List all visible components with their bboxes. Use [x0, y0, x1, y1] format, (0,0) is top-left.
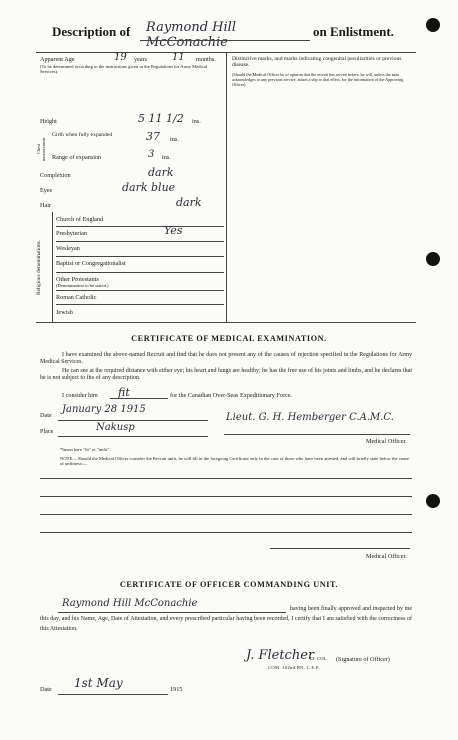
consider-underline	[110, 398, 168, 399]
insert-note: *Insert here "fit" or "unfit".	[60, 447, 111, 452]
commanding-recruit-name: Raymond Hill McConachie	[62, 598, 198, 609]
medical-heading: CERTIFICATE OF MEDICAL EXAMINATION.	[131, 334, 327, 343]
commanding-date-underline	[58, 694, 168, 695]
religion-row-line	[56, 290, 224, 291]
date-value: January 28 1915	[62, 404, 146, 415]
religion-row-line	[56, 226, 224, 227]
commanding-date-value: 1st May	[74, 676, 123, 690]
signature-line	[224, 434, 410, 435]
commanding-date-label: Date	[40, 686, 52, 693]
medical-para-2: He can see at the required distance with either eye; his heart and lungs are healthy; he has the free use of his joints and limbs, and he declares that he is not subject to fits of any description.	[40, 368, 412, 381]
religion-presbyterian-value: Yes	[164, 224, 183, 237]
consider-prefix: I consider him	[62, 392, 98, 399]
religion-row-line	[56, 241, 224, 242]
name-underline	[140, 40, 310, 41]
age-years-unit: years	[134, 56, 148, 63]
date-label: Date	[40, 412, 52, 419]
religion-wesleyan: Wesleyan	[56, 245, 80, 252]
religion-roman-catholic: Roman Catholic	[56, 294, 97, 301]
binder-hole	[426, 18, 440, 32]
range-unit: ins.	[162, 154, 171, 161]
height-label: Height	[40, 118, 57, 125]
religion-row-line	[56, 272, 224, 273]
medical-para-1: I have examined the above-named Recruit and find that he does not present any of the causes of rejection specified in the Regulations for Army Medical Services.	[40, 352, 412, 365]
marks-note: (Should the Medical Officer be of opinion that the recruit has served before, he will, unless the man acknowledges to any previous service, attach a slip to that effect, for the information of the Approving Officer).	[232, 72, 404, 87]
religion-bracket	[52, 212, 53, 322]
cause-line	[40, 478, 412, 479]
recruit-name: Raymond Hill McConachie	[146, 20, 236, 50]
title-prefix: Description of	[52, 24, 131, 39]
commanding-rank-stamp: LT. COL.	[310, 656, 328, 661]
hair-value: dark	[176, 196, 202, 209]
title-suffix: on Enlistment.	[313, 24, 394, 39]
unfit-note: NOTE.—Should the Medical Officer consider the Recruit unfit, he will fill in the foregoing Certificate only in the case of those who have been attested, and will briefly state below the cause of unfitness:—	[60, 456, 409, 467]
girth-unit: ins.	[170, 136, 179, 143]
commanding-officer-signature: J. Fletcher	[246, 648, 315, 663]
height-value: 5 11 1/2	[138, 112, 184, 125]
place-underline	[58, 436, 208, 437]
column-divider	[226, 52, 227, 322]
binder-hole	[426, 252, 440, 266]
cause-line	[40, 496, 412, 497]
place-value: Nakusp	[96, 422, 135, 433]
consider-value: fit	[118, 386, 130, 399]
religion-jewish: Jewish	[56, 309, 73, 316]
cause-line	[40, 514, 412, 515]
age-years-value: 19	[114, 52, 127, 63]
age-months-unit: months.	[196, 56, 216, 63]
religion-presbyterian: Presbyterian	[56, 230, 87, 237]
hair-label: Hair	[40, 202, 51, 209]
age-note: (To be determined according to the instructions given in the Regulations for Army Medical Services).	[40, 64, 208, 75]
officer-sign-line	[270, 548, 410, 549]
medical-officer-label: Medical Officer.	[366, 438, 407, 445]
cause-line	[40, 532, 412, 533]
complexion-label: Complexion	[40, 172, 71, 179]
place-label: Place	[40, 428, 54, 435]
religion-church-of-england: Church of England	[56, 216, 104, 223]
commanding-unit-stamp: COM. 102nd BN. C.E.F.	[268, 665, 320, 670]
box-bottom-border	[36, 322, 416, 323]
age-label: Apparent Age	[40, 56, 75, 63]
religion-denomination-note: (Denomination to be stated.)	[56, 283, 109, 288]
religion-row-line	[56, 304, 224, 305]
religion-row-line	[56, 256, 224, 257]
medical-officer-signature: Lieut. G. H. Hemberger C.A.M.C.	[226, 412, 394, 423]
medical-officer-label-2: Medical Officer.	[366, 553, 407, 560]
girth-label: Girth when fully expanded	[52, 132, 113, 138]
range-label: Range of expansion	[52, 154, 102, 161]
girth-value: 37	[146, 130, 160, 143]
eyes-label: Eyes	[40, 187, 53, 194]
range-value: 3	[148, 149, 155, 160]
eyes-value: dark blue	[122, 181, 176, 194]
date-underline	[58, 420, 208, 421]
consider-suffix: for the Canadian Over-Seas Expeditionary Force.	[170, 392, 293, 399]
commanding-text: having been finally approved and inspected by me this day, and his Name, Age, Date of Attestation, and every prescribed particular having been recorded, I certify that I am satisfied with the correctness of this Attestation.	[40, 606, 412, 632]
commanding-signature-label: (Signature of Officer)	[336, 656, 390, 663]
height-unit: ins.	[192, 118, 201, 125]
commanding-date-year: 1915	[170, 686, 183, 693]
religion-side-label: Religious denominations.	[36, 239, 42, 295]
marks-title: Distinctive marks, and marks indicating congenital peculiarities or previous disease.	[232, 56, 402, 69]
binder-hole	[426, 494, 440, 508]
age-months-value: 11	[172, 52, 185, 63]
complexion-value: dark	[148, 166, 174, 179]
commanding-heading: CERTIFICATE OF OFFICER COMMANDING UNIT.	[119, 580, 339, 589]
religion-baptist: Baptist or Congregationalist	[56, 260, 126, 267]
chest-side-label: Chest measurement	[36, 137, 46, 161]
religion-other-protestants: Other Protestants	[56, 276, 99, 283]
